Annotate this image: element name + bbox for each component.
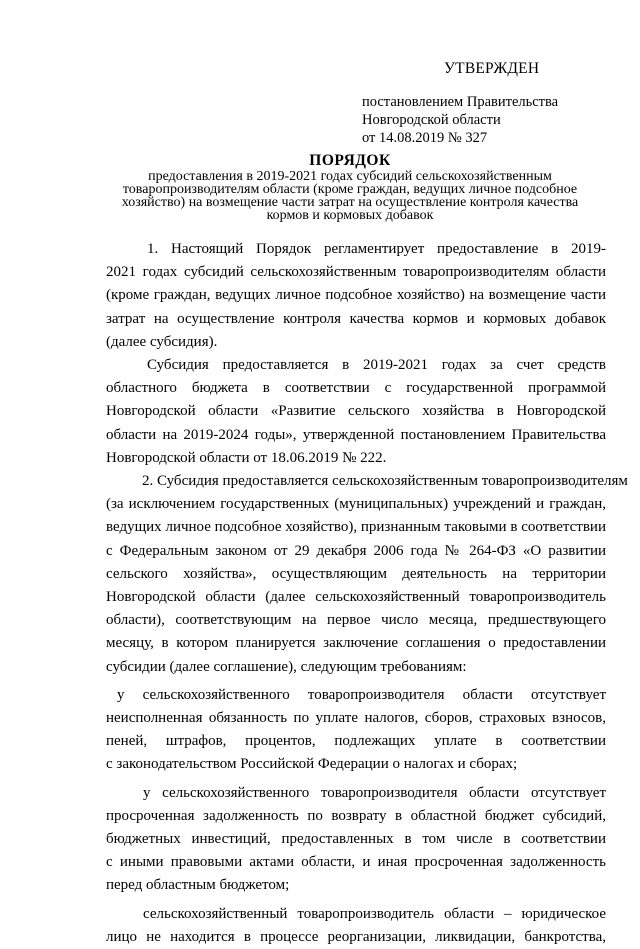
paragraph	[106, 684, 606, 777]
subtitle-line: товаропроизводителям области (кроме граждан, ведущих личное подсобное	[122, 182, 578, 197]
paragraph-line: Новгородской области от 18.06.2019 № 222.	[106, 449, 387, 466]
approval-reference	[362, 93, 558, 147]
subtitle-line: предоставления в 2019-2021 годах субсидий сельскохозяйственным	[148, 169, 552, 184]
paragraph-line: с иными правовыми актами области, и иная просроченная задолженность	[106, 854, 606, 871]
paragraph-line: (далее субсидия).	[106, 333, 218, 350]
paragraph-line: сельского хозяйства», осуществляющим деятельность на территории	[106, 565, 606, 582]
subtitle-line: кормов и кормовых добавок	[266, 208, 434, 223]
paragraph-line: у сельскохозяйственного товаропроизводителя области отсутствует	[143, 784, 606, 801]
paragraph-line: Новгородской области «Развитие сельского хозяйства в Новгородской	[106, 403, 606, 420]
paragraph-line: месяцу, в котором планируется заключение соглашения о предоставлении	[106, 635, 606, 652]
paragraph-line: с Федеральным законом от 29 декабря 2006 года № 264-ФЗ «О развитии	[106, 542, 606, 559]
paragraph	[106, 782, 606, 898]
paragraph-line: затрат на осуществление контроля качества кормов и кормовых добавок	[106, 310, 606, 327]
paragraph-line: Субсидия предоставляется в 2019-2021 годах за счет средств	[147, 357, 606, 374]
paragraph-line: области на 2019-2024 годы», утвержденной постановлением Правительства	[106, 426, 606, 443]
paragraph	[106, 470, 628, 679]
document-title: ПОРЯДОК	[309, 152, 391, 169]
paragraph-line: 1. Настоящий Порядок регламентирует предоставление в 2019-	[147, 241, 606, 257]
paragraph-line: 2021 годах субсидий сельскохозяйственным товаропроизводителям области	[106, 264, 606, 281]
paragraph-line: (за исключением государственных (муниципальных) учреждений и граждан,	[106, 496, 606, 513]
approval-line: постановлением Правительства	[362, 94, 559, 110]
paragraph-line: у сельскохозяйственного товаропроизводителя области отсутствует	[117, 686, 606, 703]
paragraph	[106, 903, 606, 949]
paragraph-line: бюджетных инвестиций, предоставленных в том числе в соответствии	[106, 831, 606, 848]
paragraph-line: просроченная задолженность по возврату в областной бюджет субсидий,	[106, 807, 606, 824]
subtitle-line: хозяйство) на возмещение части затрат на осуществление контроля качества	[121, 195, 579, 210]
paragraph-line: перед областным бюджетом;	[106, 877, 290, 894]
paragraph-line: области), соответствующим на первое число месяца, предшествующего	[106, 612, 606, 629]
paragraph-line: неисполненная обязанность по уплате налогов, сборов, страховых взносов,	[106, 710, 606, 727]
paragraph-line: с законодательством Российской Федерации о налогах и сборах;	[106, 756, 518, 773]
paragraph-line: ведущих личное подсобное хозяйство), признанным таковыми в соответствии	[106, 519, 606, 536]
paragraph	[106, 354, 606, 470]
paragraph	[106, 238, 606, 354]
paragraph-line: 2. Субсидия предоставляется сельскохозяйственным товаропроизводителям	[142, 473, 628, 490]
approval-date-line: от 14.08.2019 № 327	[362, 130, 488, 146]
approved-stamp: УТВЕРЖДЕН	[444, 60, 540, 77]
paragraph-line: лицо не находится в процессе реорганизации, ликвидации, банкротства,	[106, 928, 606, 945]
paragraph-line: Новгородской области (далее сельскохозяйственный товаропроизводитель	[106, 589, 606, 606]
document-subtitle	[85, 170, 615, 222]
paragraph-line: пеней, штрафов, процентов, подлежащих уплате в соответствии	[106, 733, 606, 750]
paragraph-line: областного бюджета в соответствии с государственной программой	[106, 380, 606, 397]
approval-line: Новгородской области	[362, 112, 501, 128]
paragraph-line: (кроме граждан, ведущих личное подсобное хозяйство) на возмещение части	[106, 287, 606, 304]
paragraph-line: субсидии (далее соглашение), следующим требованиям:	[106, 658, 467, 675]
document-body	[106, 238, 628, 949]
paragraph-line: сельскохозяйственный товаропроизводитель области – юридическое	[143, 905, 606, 922]
